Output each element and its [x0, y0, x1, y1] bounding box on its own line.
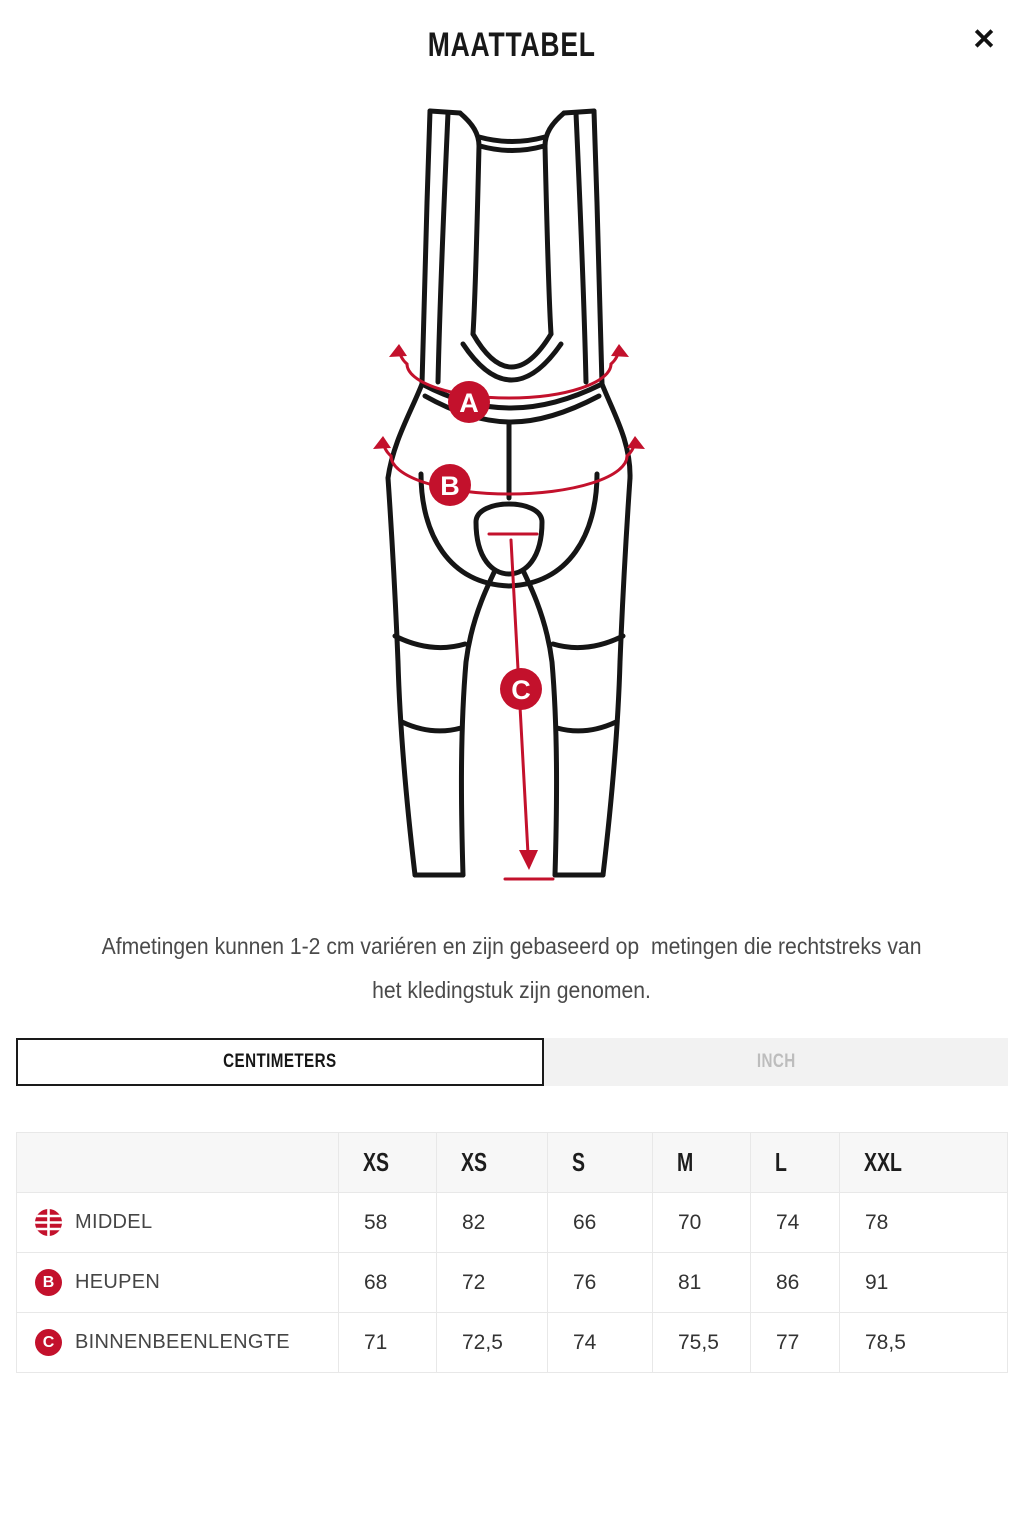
measurement-note [0, 924, 1024, 1012]
tab-inch[interactable] [544, 1038, 1008, 1086]
marker-a-label: A [459, 388, 479, 418]
tab-centimeters-label: CENTIMETERS [223, 1051, 337, 1072]
size-value-cell: 74 [548, 1313, 653, 1373]
modal-header [0, 0, 1024, 76]
size-value-cell: 81 [653, 1253, 751, 1313]
size-value-cell: 72 [437, 1253, 548, 1313]
letter-b-badge-icon: B [35, 1269, 62, 1296]
close-icon[interactable]: ✕ [966, 22, 1002, 58]
tab-centimeters[interactable] [16, 1038, 544, 1086]
page-title: MAATTABEL [427, 26, 597, 64]
size-table [16, 1132, 1008, 1373]
size-value-cell: 68 [339, 1253, 437, 1313]
bib-tights-diagram [0, 82, 1024, 914]
size-value-cell: 77 [751, 1313, 840, 1373]
row-label: MIDDEL [75, 1211, 153, 1233]
size-value-cell: 86 [751, 1253, 840, 1313]
size-value-cell: 74 [751, 1193, 840, 1253]
waist-stripes-icon [35, 1209, 62, 1236]
size-value-cell: 58 [339, 1193, 437, 1253]
size-value-cell: 70 [653, 1193, 751, 1253]
row-label-cell [17, 1193, 339, 1253]
size-value-cell: 71 [339, 1313, 437, 1373]
bib-tights-drawing [327, 82, 697, 912]
unit-tabs [16, 1038, 1008, 1086]
row-label-cell [17, 1313, 339, 1373]
size-value-cell: 72,5 [437, 1313, 548, 1373]
size-value-cell: 75,5 [653, 1313, 751, 1373]
size-value-cell: 78,5 [840, 1313, 1008, 1373]
size-header-cell-empty [17, 1133, 339, 1193]
marker-b-label: B [440, 471, 460, 501]
size-value-cell: 78 [840, 1193, 1008, 1253]
note-line-2: het kledingstuk zijn genomen. [372, 977, 652, 1003]
size-header-cell: S [548, 1133, 653, 1193]
size-value-cell: 76 [548, 1253, 653, 1313]
seat-pad-shape [476, 504, 542, 574]
row-label: HEUPEN [75, 1271, 161, 1293]
row-label-cell [17, 1253, 339, 1313]
size-header-cell: L [751, 1133, 840, 1193]
marker-c-label: C [511, 675, 531, 705]
size-header-cell: XXL [840, 1133, 1008, 1193]
table-row-binnenbeenlengte [17, 1313, 1008, 1373]
size-value-cell: 82 [437, 1193, 548, 1253]
note-line-1: Afmetingen kunnen 1-2 cm variéren en zijn gebaseerd op metingen die rechtstreks van [102, 933, 922, 959]
size-value-cell: 91 [840, 1253, 1008, 1313]
tab-inch-label: INCH [756, 1051, 796, 1072]
size-header-cell: M [653, 1133, 751, 1193]
table-row-heupen [17, 1253, 1008, 1313]
size-table-header-row [17, 1133, 1008, 1193]
size-header-cell: XS [339, 1133, 437, 1193]
letter-c-badge-icon: C [35, 1329, 62, 1356]
table-row-middel [17, 1193, 1008, 1253]
size-header-cell: XS [437, 1133, 548, 1193]
row-label: BINNENBEENLENGTE [75, 1331, 290, 1353]
size-value-cell: 66 [548, 1193, 653, 1253]
